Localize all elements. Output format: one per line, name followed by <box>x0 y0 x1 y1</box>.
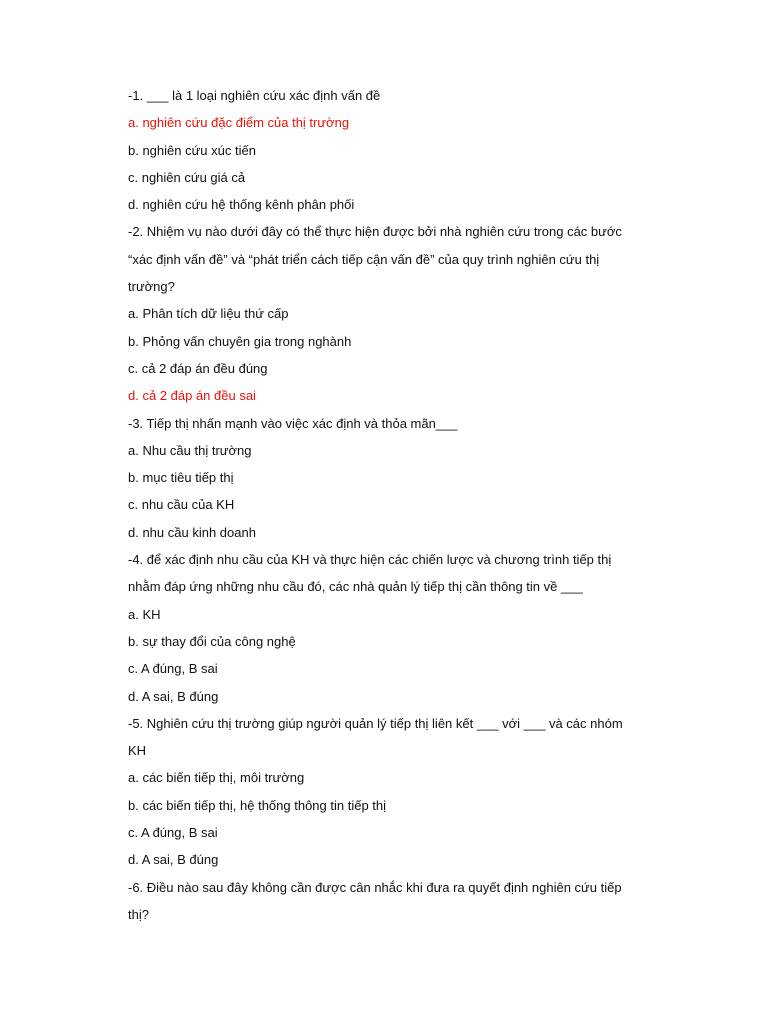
question-1-option-d: d. nghiên cứu hệ thống kênh phân phối <box>128 197 355 213</box>
question-3-option-b: b. mục tiêu tiếp thị <box>128 470 234 486</box>
question-4-option-c: c. A đúng, B sai <box>128 661 218 677</box>
question-4-option-a: a. KH <box>128 606 161 622</box>
question-5-option-a: a. các biến tiếp thị, môi trường <box>128 770 305 786</box>
question-2-option-a: a. Phân tích dữ liệu thứ cấp <box>128 306 289 322</box>
question-6: -6. Điều nào sau đây không cần được cân nhắc khi đưa ra quyết định nghiên cứu tiếp thị? <box>128 879 622 922</box>
question-1: -1. ___ là 1 loại nghiên cứu xác định vấn đề <box>128 88 381 103</box>
question-5-option-b: b. các biến tiếp thị, hệ thống thông tin tiếp thị <box>128 797 387 813</box>
quiz-content <box>128 82 628 928</box>
question-3: -3. Tiếp thị nhấn mạnh vào việc xác định và thỏa mãn___ <box>128 415 458 431</box>
question-1-option-c: c. nghiên cứu giá cả <box>128 169 246 185</box>
question-3-option-d: d. nhu cầu kinh doanh <box>128 524 256 540</box>
question-1-option-a: a. nghiên cứu đặc điểm của thị trường <box>128 115 350 131</box>
question-3-option-c: c. nhu cầu của KH <box>128 497 235 513</box>
question-5-option-c: c. A đúng, B sai <box>128 825 218 841</box>
question-2-option-b: b. Phỏng vấn chuyên gia trong nghành <box>128 333 352 349</box>
question-2-option-c: c. cả 2 đáp án đều đúng <box>128 360 268 376</box>
question-4-option-d: d. A sai, B đúng <box>128 688 219 704</box>
question-2: -2. Nhiệm vụ nào dưới đây có thể thực hiện được bởi nhà nghiên cứu trong các bước “xác định vấn đề” và “phát triển cách tiếp cận vấn đề” của quy trình nghiên cứu thị trường? <box>128 224 622 295</box>
question-4: -4. để xác định nhu cầu của KH và thực hiện các chiến lược và chương trình tiếp thị nhằm đáp ứng những nhu cầu đó, các nhà quản lý tiếp thị cần thông tin về ___ <box>128 552 612 595</box>
question-5-option-d: d. A sai, B đúng <box>128 852 219 868</box>
question-2-option-d: d. cả 2 đáp án đều sai <box>128 388 256 404</box>
question-5: -5. Nghiên cứu thị trường giúp người quản lý tiếp thị liên kết ___ với ___ và các nhóm KH <box>128 715 623 759</box>
question-1-option-b: b. nghiên cứu xúc tiến <box>128 142 256 158</box>
question-4-option-b: b. sự thay đổi của công nghệ <box>128 633 296 649</box>
question-3-option-a: a. Nhu cầu thị trường <box>128 442 252 458</box>
